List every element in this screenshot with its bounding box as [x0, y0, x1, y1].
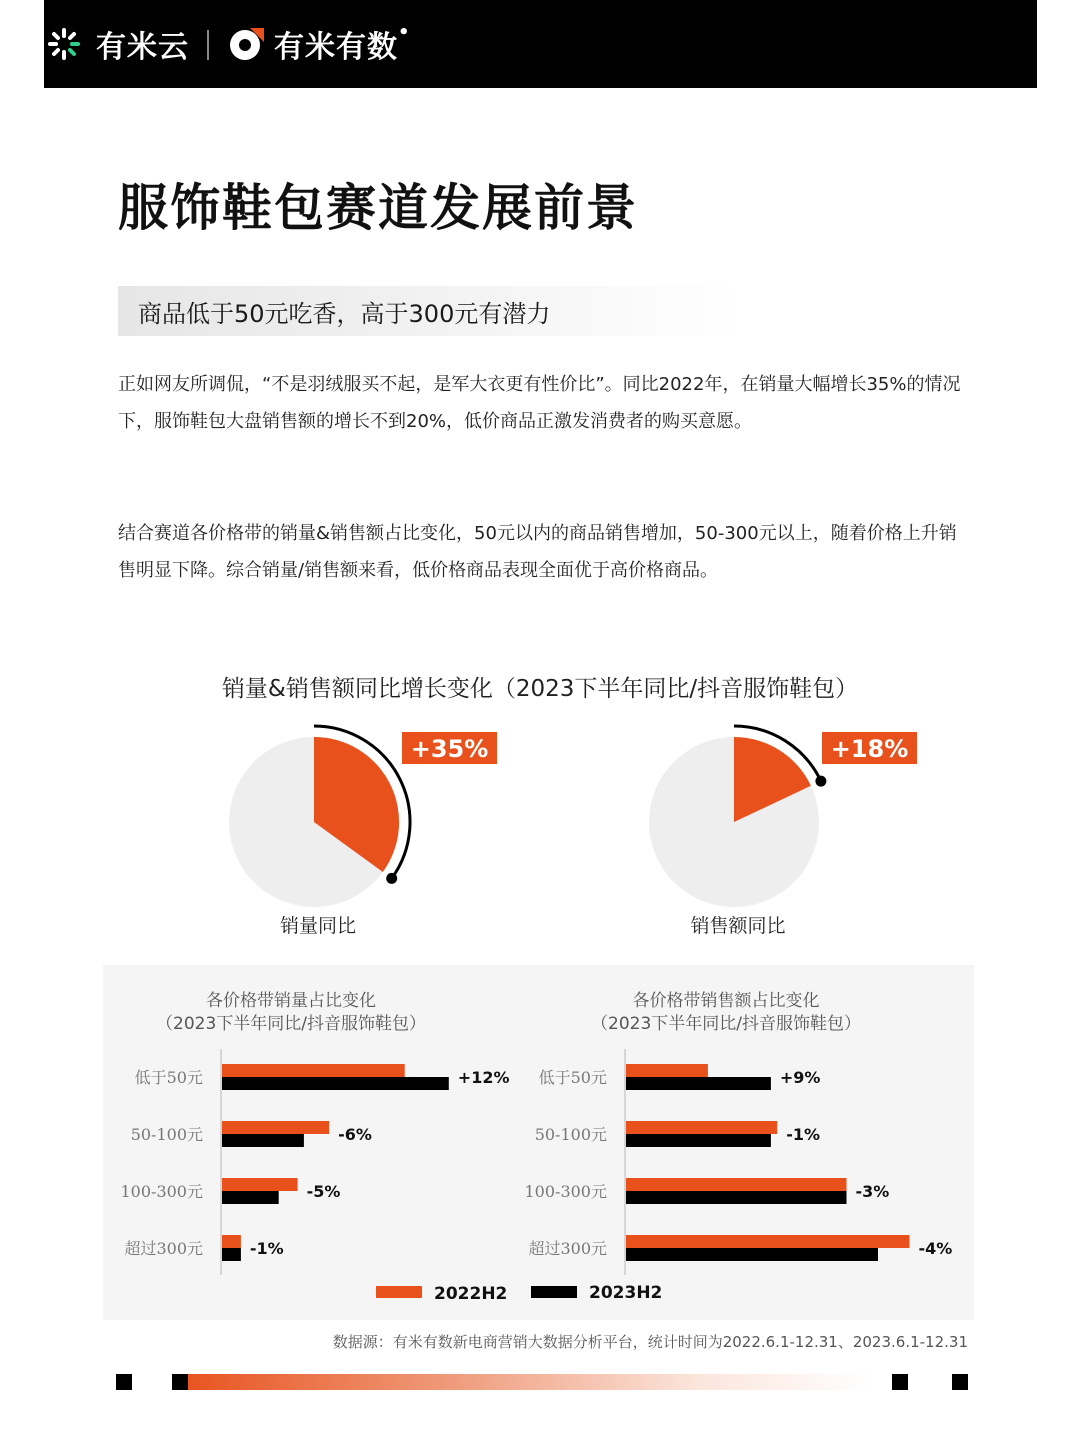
bar-chart-2-bar-2023h2: [626, 1134, 771, 1147]
bar-chart-1-title: 各价格带销量占比变化: [206, 991, 376, 1011]
bar-chart-1-change-label: -1%: [249, 1239, 284, 1258]
bar-chart-2-category-label: 100-300元: [524, 1182, 607, 1201]
brand-youmi-cloud: 有米云: [96, 30, 189, 65]
youmi-cloud-logo-icon: [44, 24, 84, 64]
bar-chart-1-category-label: 低于50元: [134, 1068, 203, 1087]
bar-chart-2-category-label: 50-100元: [534, 1125, 607, 1144]
bar-chart-1-bar-2022h2: [222, 1178, 298, 1191]
bar-chart-2-bar-2023h2: [626, 1191, 847, 1204]
bar-chart-2-change-label: +9%: [779, 1068, 821, 1087]
bar-chart-2-category-label: 低于50元: [538, 1068, 607, 1087]
footer-square-3: [892, 1374, 908, 1390]
bar-chart-1-bar-2023h2: [222, 1248, 241, 1261]
footer-gradient-bar: [172, 1374, 872, 1390]
bar-charts: [103, 965, 974, 1320]
bar-chart-1-bar-2022h2: [222, 1064, 405, 1077]
bar-chart-2-category-label: 超过300元: [528, 1239, 607, 1258]
bar-chart-1-category-label: 100-300元: [120, 1182, 203, 1201]
paragraph-2: 结合赛道各价格带的销量&销售额占比变化，50元以内的商品销售增加，50-300元以上，随着价格上升销售明显下降。综合销量/销售额来看，低价格商品表现全面优于高价格商品。: [118, 523, 957, 581]
bar-chart-2-bar-2022h2: [626, 1178, 847, 1191]
bar-chart-1-change-label: -6%: [338, 1125, 372, 1144]
footer-square-4: [952, 1374, 968, 1390]
footer-square-1: [116, 1374, 132, 1390]
bar-chart-1-bar-2022h2: [222, 1235, 241, 1248]
bar-chart-1-change-label: +12%: [457, 1068, 510, 1087]
pie-charts: [0, 700, 1080, 960]
pie-chart-title: 销量&销售额同比增长变化（2023下半年同比/抖音服饰鞋包）: [221, 676, 859, 702]
bar-chart-2-bar-2022h2: [626, 1121, 777, 1134]
bar-chart-2-change-label: -4%: [918, 1239, 953, 1258]
bar-chart-2-title: 各价格带销售额占比变化: [632, 991, 820, 1011]
bar-chart-1-bar-2023h2: [222, 1134, 304, 1147]
youmi-data-logo-icon: [226, 24, 266, 64]
top-bar: [44, 0, 1037, 88]
brand-youmi-data: [274, 22, 411, 66]
bar-chart-2-change-label: -3%: [855, 1182, 890, 1201]
bar-chart-1-subtitle: （2023下半年同比/抖音服饰鞋包）: [156, 1014, 426, 1034]
footer-square-2: [172, 1374, 188, 1390]
legend-swatch-2022h2: [376, 1286, 422, 1298]
pie-1-name: 销量同比: [279, 915, 357, 937]
bar-chart-2-bar-2022h2: [626, 1064, 708, 1077]
paragraph-1: 正如网友所调侃，“不是羽绒服买不起，是军大衣更有性价比”。同比2022年，在销量大幅增长35%的情况下，服饰鞋包大盘销售额的增长不到20%，低价商品正激发消费者的购买意愿。: [118, 374, 961, 432]
bar-chart-2-bar-2022h2: [626, 1235, 910, 1248]
data-source: 数据源：有米有数新电商营销大数据分析平台，统计时间为2022.6.1-12.31、2023.6.1-12.31: [332, 1333, 968, 1351]
pie-2-name: 销售额同比: [690, 915, 786, 937]
bar-chart-1-bar-2023h2: [222, 1077, 449, 1090]
bar-chart-panel: [103, 965, 974, 1320]
logo-divider: [207, 30, 209, 60]
bar-chart-1-change-label: -5%: [306, 1182, 341, 1201]
bar-chart-2-change-label: -1%: [786, 1125, 821, 1144]
bar-chart-1-bar-2023h2: [222, 1191, 279, 1204]
pie-1-arc-dot: [386, 873, 397, 884]
pie-2-arc-dot: [815, 776, 826, 787]
bar-chart-1-category-label: 50-100元: [130, 1125, 203, 1144]
legend-swatch-2023h2: [531, 1286, 577, 1298]
pie-2-value-label: +18%: [830, 735, 909, 763]
page-title: 服饰鞋包赛道发展前景: [118, 179, 638, 237]
subtitle-box: [118, 286, 948, 336]
brand-youmi-data-mark: •: [398, 22, 411, 43]
subtitle: 商品低于50元吃香，高于300元有潜力: [138, 300, 551, 328]
legend-label-2023h2: 2023H2: [589, 1283, 663, 1303]
bar-chart-1-category-label: 超过300元: [124, 1239, 203, 1258]
bar-chart-2-bar-2023h2: [626, 1248, 878, 1261]
legend-label-2022h2: 2022H2: [434, 1284, 508, 1304]
bar-chart-1-bar-2022h2: [222, 1121, 329, 1134]
bar-chart-2-subtitle: （2023下半年同比/抖音服饰鞋包）: [591, 1014, 861, 1034]
bar-chart-2-bar-2023h2: [626, 1077, 771, 1090]
pie-1-value-label: +35%: [410, 735, 489, 763]
brand-youmi-data-text: 有米有数: [274, 30, 398, 65]
